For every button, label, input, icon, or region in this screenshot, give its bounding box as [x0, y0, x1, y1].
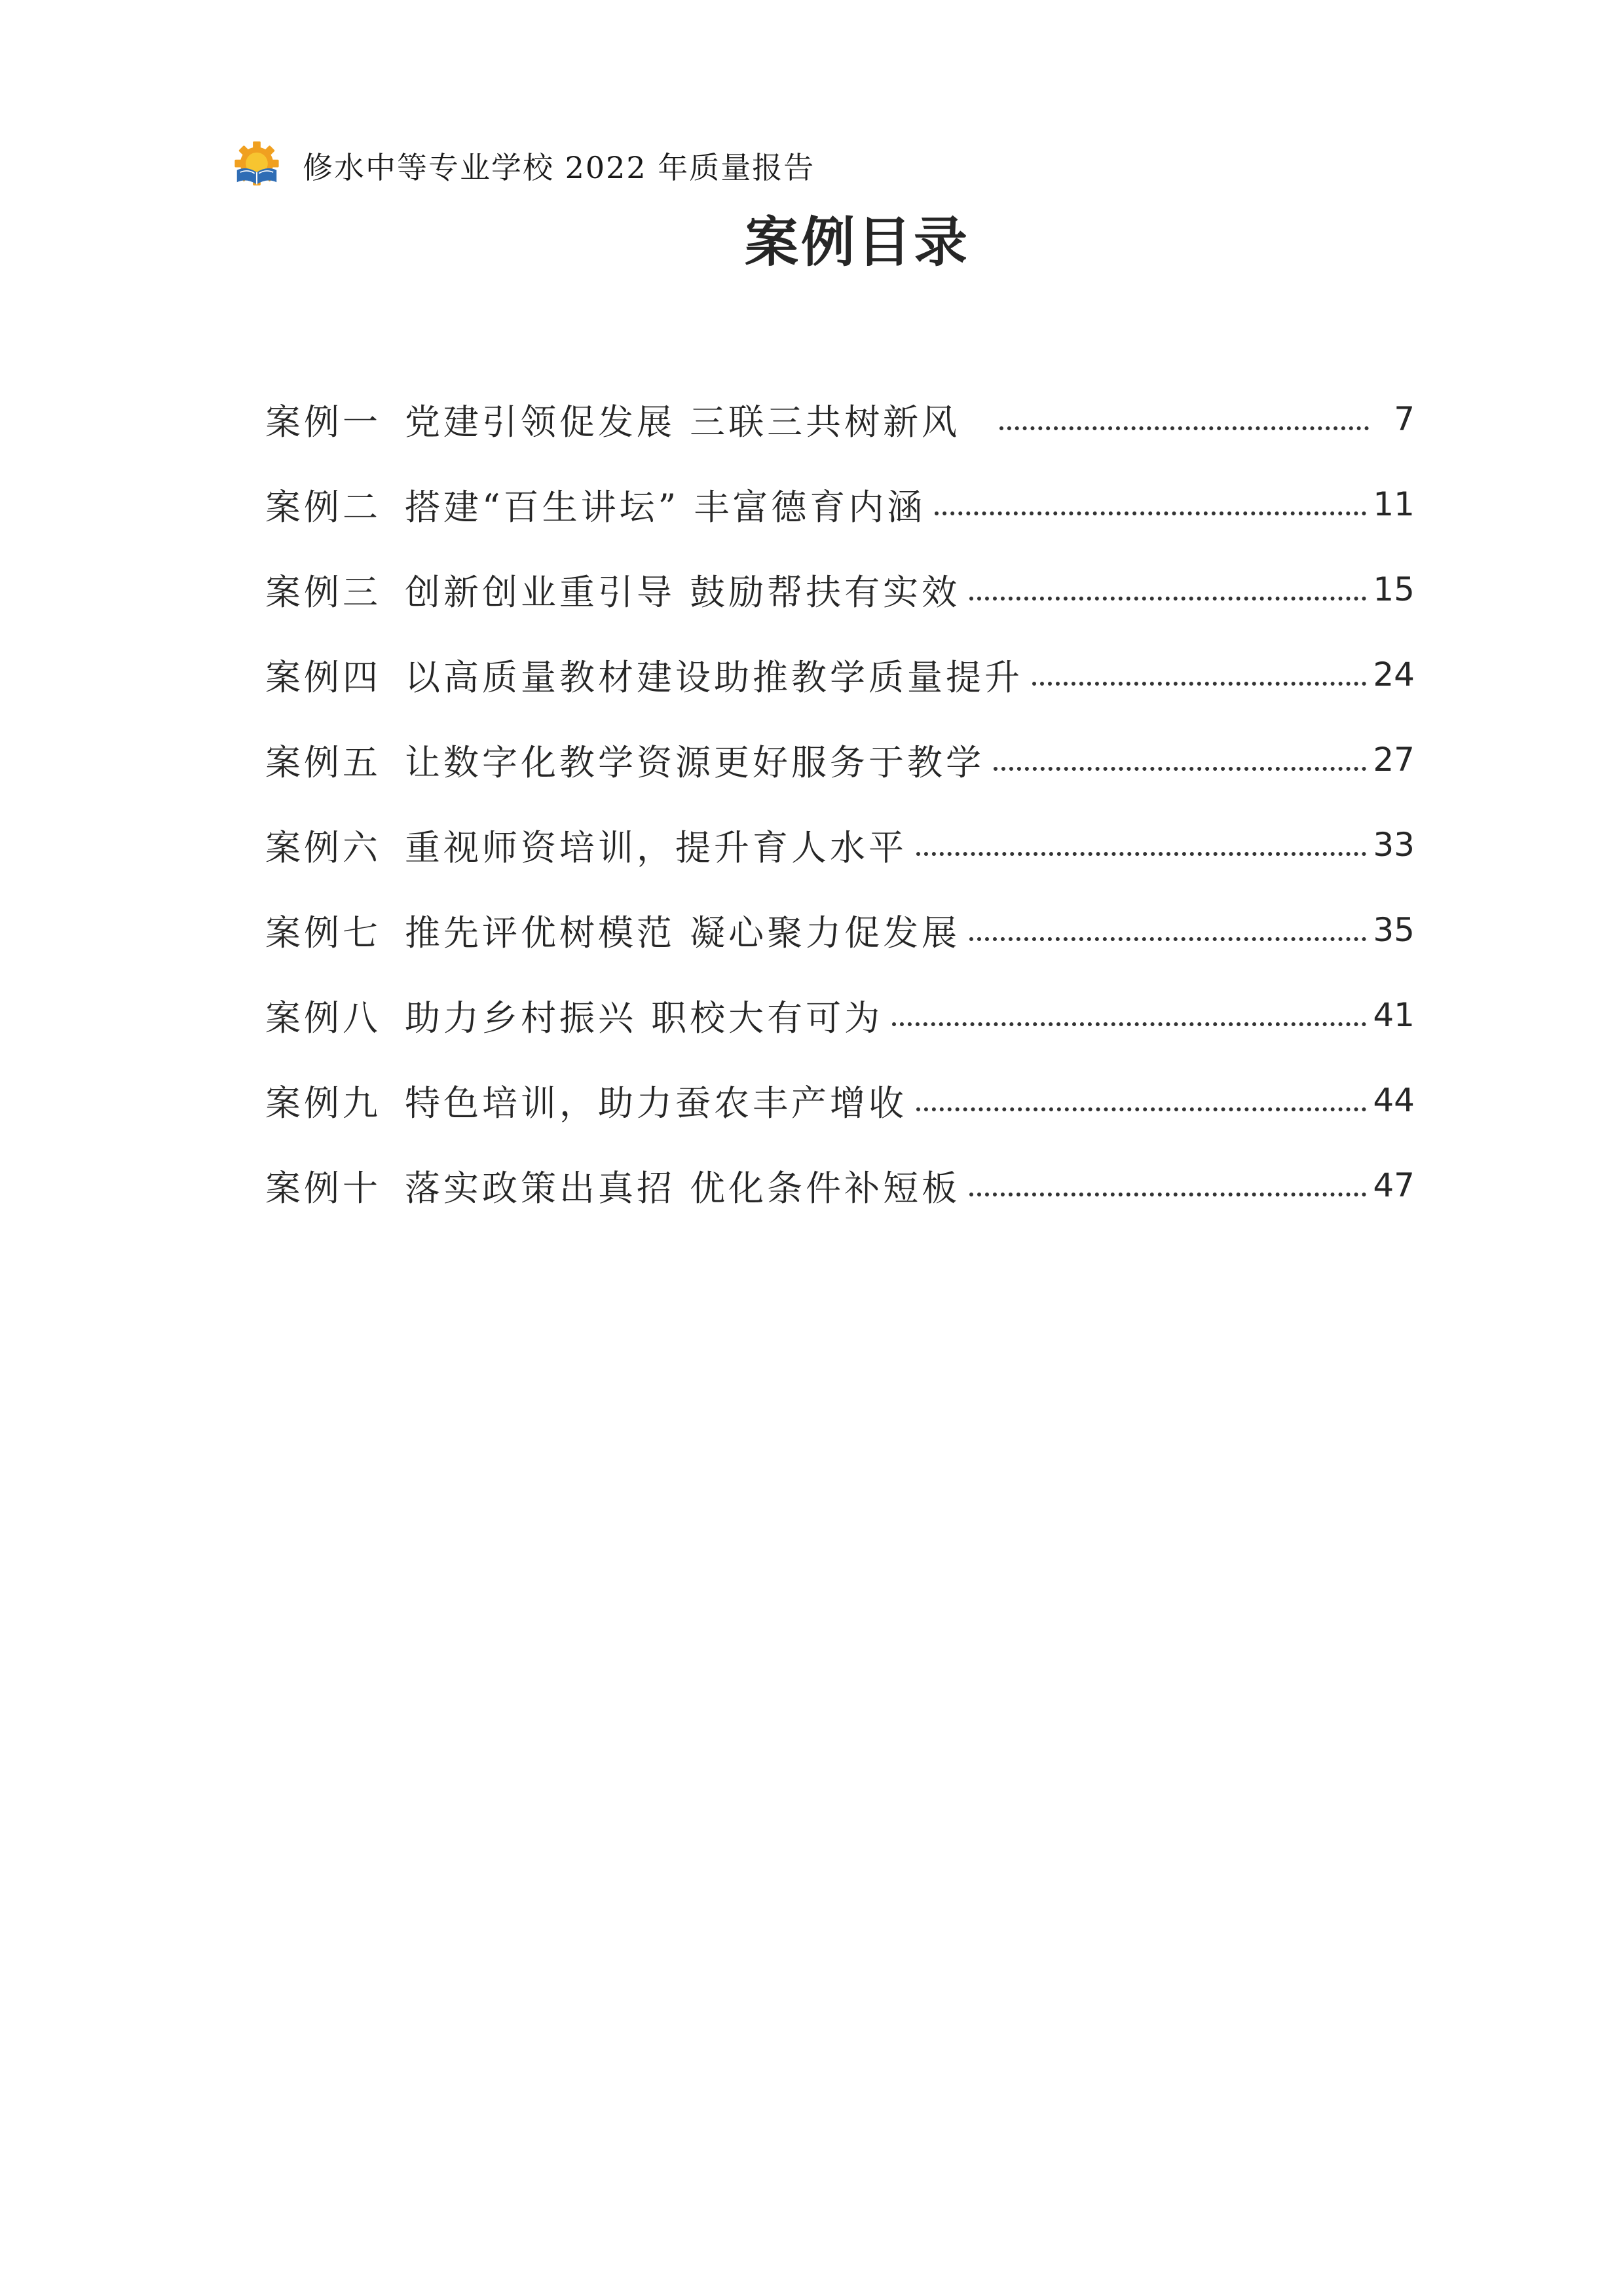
toc-entry[interactable] [265, 717, 1415, 802]
toc-entry[interactable] [265, 632, 1415, 717]
toc-entry-title: 以高质量教材建设助推教学质量提升 [405, 656, 1023, 698]
toc-entry-label: 案例三 [265, 571, 381, 613]
toc-entry-title: 助力乡村振兴 职校大有可为 [405, 997, 884, 1039]
toc-entry[interactable] [265, 1143, 1415, 1228]
toc-entry-title: 让数字化教学资源更好服务于教学 [405, 741, 984, 783]
page-title: 案例目录 [744, 212, 970, 274]
dot-leader [892, 1022, 1366, 1026]
toc-entry-page: 47 [1373, 1166, 1415, 1204]
dot-leader [969, 1193, 1366, 1196]
toc-entry-page: 33 [1373, 826, 1415, 864]
toc-entry-page: 7 [1394, 400, 1415, 438]
toc-entry-label: 案例二 [265, 486, 381, 528]
toc-entry[interactable] [265, 887, 1415, 972]
toc-entry-page: 11 [1373, 485, 1415, 523]
dot-leader [994, 767, 1366, 771]
toc-list [265, 377, 1415, 1228]
toc-entry-title: 重视师资培训，提升育人水平 [405, 826, 907, 868]
school-gear-book-icon [229, 138, 284, 193]
dot-leader [999, 426, 1369, 430]
dot-leader [1032, 682, 1366, 686]
header-title: 修水中等专业学校 2022 年质量报告 [303, 150, 815, 185]
toc-entry-page: 27 [1373, 741, 1415, 779]
toc-entry[interactable] [265, 802, 1415, 887]
dot-leader [969, 597, 1366, 601]
toc-entry-label: 案例五 [265, 741, 381, 783]
toc-entry-label: 案例十 [265, 1167, 381, 1209]
toc-entry[interactable] [265, 972, 1415, 1058]
toc-entry-title: 特色培训，助力蚕农丰产增收 [405, 1082, 907, 1124]
toc-entry-label: 案例一 [265, 401, 381, 443]
toc-entry[interactable] [265, 547, 1415, 632]
toc-entry-title: 搭建“百生讲坛” 丰富德育内涵 [405, 486, 926, 528]
dot-leader [916, 1107, 1366, 1111]
toc-entry-title: 推先评优树模范 凝心聚力促发展 [405, 912, 961, 954]
toc-entry-title: 创新创业重引导 鼓励帮扶有实效 [405, 571, 961, 613]
toc-entry[interactable] [265, 462, 1415, 547]
dot-leader [916, 852, 1366, 856]
toc-entry-page: 24 [1373, 656, 1415, 694]
toc-entry-title: 党建引领促发展 三联三共树新风 [405, 401, 961, 443]
dot-leader [935, 511, 1366, 515]
toc-entry-label: 案例七 [265, 912, 381, 954]
toc-entry-label: 案例九 [265, 1082, 381, 1124]
toc-entry-label: 案例八 [265, 997, 381, 1039]
dot-leader [969, 937, 1366, 941]
toc-entry-title: 落实政策出真招 优化条件补短板 [405, 1167, 961, 1209]
toc-entry-page: 41 [1373, 996, 1415, 1034]
toc-entry-page: 35 [1373, 911, 1415, 949]
page-header [229, 136, 815, 195]
toc-entry-page: 15 [1373, 570, 1415, 608]
toc-entry[interactable] [265, 1058, 1415, 1143]
toc-entry-label: 案例六 [265, 826, 381, 868]
toc-entry[interactable] [265, 377, 1415, 462]
toc-entry-page: 44 [1373, 1081, 1415, 1119]
toc-entry-label: 案例四 [265, 656, 381, 698]
